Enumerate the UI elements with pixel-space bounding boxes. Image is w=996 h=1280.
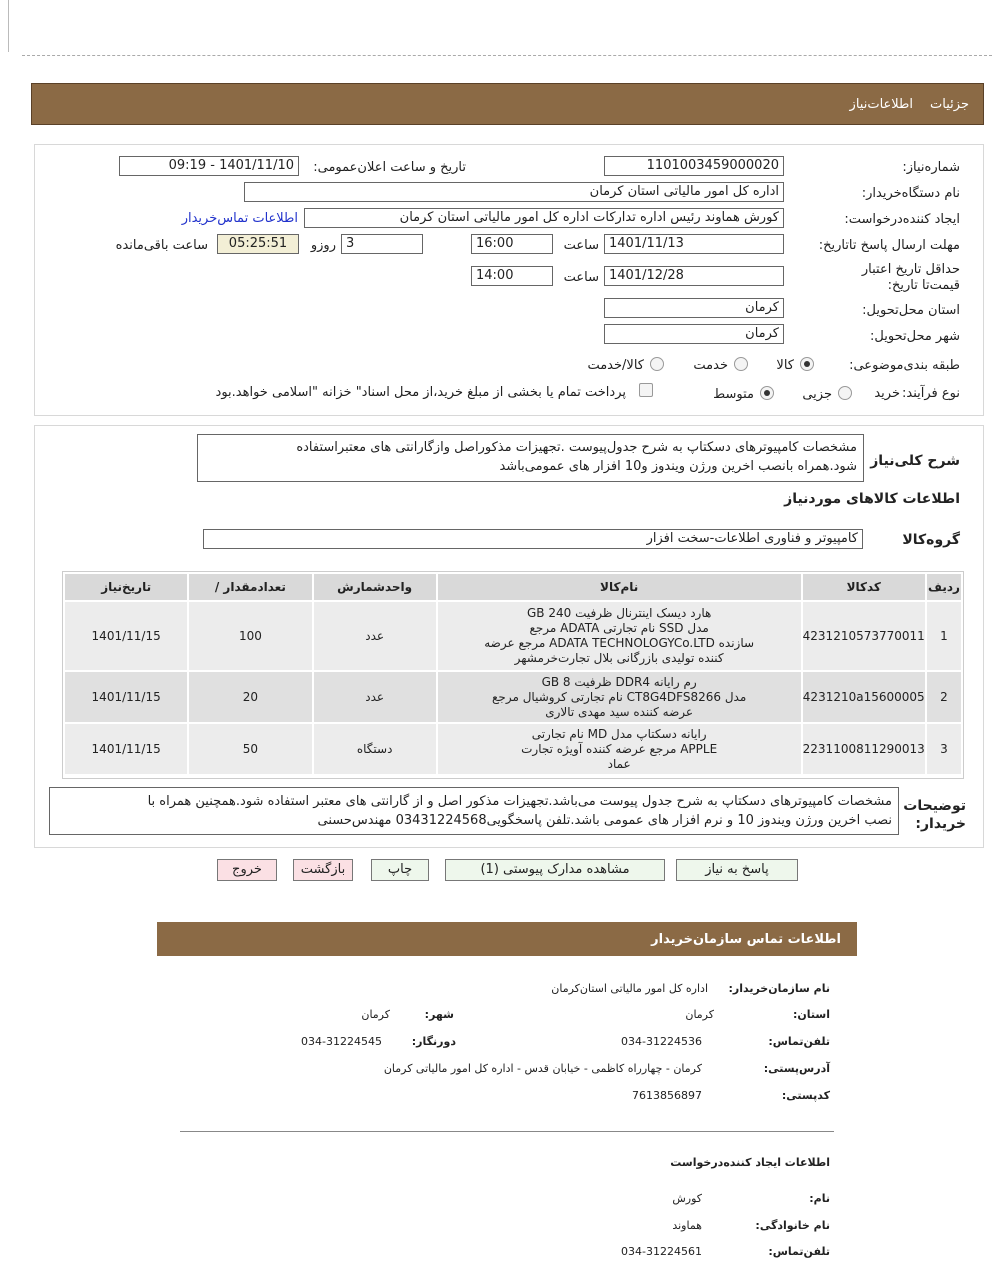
deadline-hour-label: ساعت <box>563 238 599 253</box>
items-table-frame <box>62 571 964 779</box>
col-unit: واحدشمارش <box>314 574 436 600</box>
city-field: کرمان <box>604 324 784 344</box>
process-medium-label: متوسط <box>713 387 754 402</box>
top-divider <box>22 55 992 56</box>
row-date: 1401/11/15 <box>65 602 187 670</box>
creator-family-value: هماوند <box>672 1219 702 1232</box>
category-service-label: خدمت <box>693 358 728 373</box>
row-name-line: APPLE مرجع عرضه کننده آویژه تجارت <box>521 741 718 756</box>
creator-family-label: نام خانوادگی: <box>755 1219 830 1232</box>
creator-label: ایجاد کننده‌درخواست: <box>844 212 960 227</box>
validity-date-field: 1401/12/28 <box>604 266 784 286</box>
col-name: نام‌کالا <box>438 574 801 600</box>
contact-fax-value: 034-31224545 <box>301 1035 382 1048</box>
col-index: ردیف <box>927 574 961 600</box>
days-label: روز‌و <box>310 238 336 253</box>
left-border-line <box>8 0 9 52</box>
remaining-label: ساعت باقی‌مانده <box>115 238 208 253</box>
row-qty: 50 <box>189 724 311 774</box>
validity-hour-label: ساعت <box>563 270 599 285</box>
deadline-date-field: 1401/11/13 <box>604 234 784 254</box>
city-label: شهر محل‌تحویل: <box>870 329 960 344</box>
contact-divider <box>180 1131 834 1132</box>
row-unit: دستگاه <box>314 724 436 774</box>
deadline-label: مهلت ارسال پاسخ تا‌تاریخ: <box>818 238 960 253</box>
province-label: استان محل‌تحویل: <box>862 303 960 318</box>
contact-postal-value: 7613856897 <box>632 1089 702 1102</box>
row-name <box>438 602 801 670</box>
back-button[interactable]: بازگشت <box>293 859 353 881</box>
row-qty: 20 <box>189 672 311 722</box>
row-name <box>438 672 801 722</box>
items-table <box>63 572 963 776</box>
creator-name-value: کورش <box>672 1192 702 1205</box>
treasury-payment-note: پرداخت تمام یا بخشی از مبلغ خرید،از محل اسناد" خزانه "اسلامی خواهد.بود <box>215 385 626 400</box>
buyer-notes-line1: مشخصات کامپیوترهای دسکتاپ به شرح جدول پیوست می‌باشد.تجهیزات مذکور اصل و از گارانتی های معتبر استفاده شود.همچنین همراه با <box>147 794 892 809</box>
contact-province-label: استان: <box>793 1008 830 1021</box>
row-code: 2231100811290013 <box>803 724 925 774</box>
process-label: نوع فرآیند: <box>902 386 960 401</box>
table-row <box>65 672 961 722</box>
general-desc-line1: مشخصات کامپیوترهای دسکتاپ به شرح جدول‌پیوست .تجهیزات مذکوراصل وازگارانتی های معتبراستفاده <box>296 440 857 455</box>
announce-label: تاریخ و ساعت اعلان‌عمومی: <box>313 160 466 175</box>
general-desc-label: شرح کلی‌نیاز <box>870 453 960 469</box>
row-name-line: مدل SSD نام تجارتی ADATA مرجع <box>529 621 709 635</box>
category-goods-radio[interactable] <box>800 357 814 371</box>
category-goods-label: کالا <box>776 358 794 373</box>
row-date: 1401/11/15 <box>65 672 187 722</box>
row-unit: عدد <box>314 602 436 670</box>
buyer-contact-header <box>157 922 857 956</box>
table-row <box>65 724 961 774</box>
buyer-label: نام دستگاه‌خریدار: <box>861 186 960 201</box>
row-qty: 100 <box>189 602 311 670</box>
row-name-line: رایانه دسکتاپ مدل MD نام تجارتی <box>531 726 707 741</box>
contact-city-label: شهر: <box>424 1008 454 1021</box>
validity-time-field: 14:00 <box>471 266 553 286</box>
treasury-payment-checkbox[interactable] <box>639 383 653 397</box>
col-qty: تعدادمقدار / <box>189 574 311 600</box>
need-number-label: شماره‌نیاز: <box>902 160 960 175</box>
deadline-time-field: 16:00 <box>471 234 553 254</box>
contact-address-label: آدرس‌پستی: <box>763 1062 830 1075</box>
row-name-line: مدل CT8G4DFS8266 نام تجارتی کروشیال مرجع <box>492 689 747 704</box>
contact-province-value: کرمان <box>685 1008 714 1021</box>
buyer-notes-box <box>49 787 899 835</box>
row-index: 3 <box>927 724 961 774</box>
contact-phone-label: تلفن‌تماس: <box>768 1035 830 1048</box>
creator-name-label: نام: <box>809 1192 830 1205</box>
row-index: 1 <box>927 602 961 670</box>
category-label: طبقه بندی‌موضوعی: <box>849 358 960 373</box>
province-field: کرمان <box>604 298 784 318</box>
contact-city-value: کرمان <box>361 1008 390 1021</box>
goods-group-label: گروه‌کالا <box>902 532 960 548</box>
buyer-field: اداره کل امور مالیاتی استان کرمان <box>244 182 784 202</box>
row-name-line: رم رایانه DDR4 ظرفیت 8 GB <box>541 674 697 689</box>
remaining-time-field: 05:25:51 <box>217 234 299 254</box>
creator-field: کورش هماوند رئیس اداره تدارکات اداره کل امور مالیاتی استان کرمان <box>304 208 784 228</box>
row-name-line: سازنده ADATA TECHNOLOGYCo.LTD مرجع عرضه <box>484 636 755 650</box>
table-header-row <box>65 574 961 600</box>
row-name-line: کننده تولیدی بازرگانی بلال تجارت‌خرمشهر <box>514 651 724 665</box>
col-date: تاریخ‌نیاز <box>65 574 187 600</box>
attachments-button[interactable]: مشاهده مدارک پیوستی (1) <box>445 859 665 881</box>
org-label: نام سازمان‌خریدار: <box>728 982 830 995</box>
category-service-radio[interactable] <box>734 357 748 371</box>
row-name-line: هارد دیسک اینترنال ظرفیت 240 GB <box>526 606 712 620</box>
row-code: 4231210a15600005 <box>803 672 925 722</box>
creator-phone-value: 034-31224561 <box>621 1245 702 1258</box>
process-minor-label: جزیی <box>802 387 832 402</box>
row-code: 4231210573770011 <box>803 602 925 670</box>
buyer-contact-title: اطلاعات تماس سازمان‌خریدار <box>651 932 841 947</box>
row-name-line: عرضه کننده سید مهدی تالاری <box>545 704 694 719</box>
buyer-notes-line2: نصب اخرین ورژن ویندوز 10 و نرم افزار های عمومی باشد.تلفن پاسخگویی03431224568 مهندس‌حسنی <box>317 813 892 828</box>
goods-group-field: کامپیوتر و فناوری اطلاعات-سخت افزار <box>203 529 863 549</box>
general-desc-box <box>197 434 864 482</box>
general-desc-line2: شود.همراه بانصب اخرین ورژن ویندوز و10 افزار های عمومی‌باشد <box>499 459 857 474</box>
table-row <box>65 602 961 670</box>
exit-button[interactable]: خروج <box>217 859 277 881</box>
days-field: 3 <box>341 234 423 254</box>
row-unit: عدد <box>314 672 436 722</box>
respond-button[interactable]: پاسخ به نیاز <box>676 859 798 881</box>
row-date: 1401/11/15 <box>65 724 187 774</box>
row-name-line: عماد <box>607 756 631 771</box>
contact-address-value: کرمان - چهارراه کاظمی - خیابان قدس - اداره کل امور مالیاتی کرمان <box>383 1062 702 1075</box>
contact-fax-label: دورنگار: <box>411 1035 456 1048</box>
contact-phone-value: 034-31224536 <box>621 1035 702 1048</box>
print-button[interactable]: چاپ <box>371 859 429 881</box>
announce-field: 1401/11/10 - 09:19 <box>119 156 299 176</box>
col-code: کدکالا <box>803 574 925 600</box>
category-both-radio[interactable] <box>650 357 664 371</box>
process-minor-radio[interactable] <box>838 386 852 400</box>
creator-phone-label: تلفن‌تماس: <box>768 1245 830 1258</box>
row-name <box>438 724 801 774</box>
page-header <box>31 83 984 125</box>
process-buy-label: خرید <box>874 386 900 401</box>
validity-label: حداقل تاریخ اعتبار قیمت‌تا تاریخ: <box>861 262 960 293</box>
process-medium-radio[interactable] <box>760 386 774 400</box>
row-index: 2 <box>927 672 961 722</box>
buyer-notes-label: توضیحات خریدار: <box>903 798 966 832</box>
tab-details[interactable]: جزئیات <box>930 97 969 112</box>
creator-info-title: اطلاعات ایجاد کننده‌درخواست <box>670 1156 830 1169</box>
need-number-field: 1101003459000020 <box>604 156 784 176</box>
tab-need-info[interactable]: اطلاعات‌نیاز <box>849 97 913 112</box>
category-both-label: کالا/خدمت <box>587 358 644 373</box>
buyer-contact-link[interactable]: اطلاعات تماس‌خریدار <box>181 211 298 226</box>
contact-postal-label: کد‌پستی: <box>781 1089 830 1102</box>
goods-info-title: اطلاعات کالاهای موردنیاز <box>784 491 960 507</box>
org-value: اداره کل امور مالیاتی استان‌کرمان <box>551 982 708 995</box>
